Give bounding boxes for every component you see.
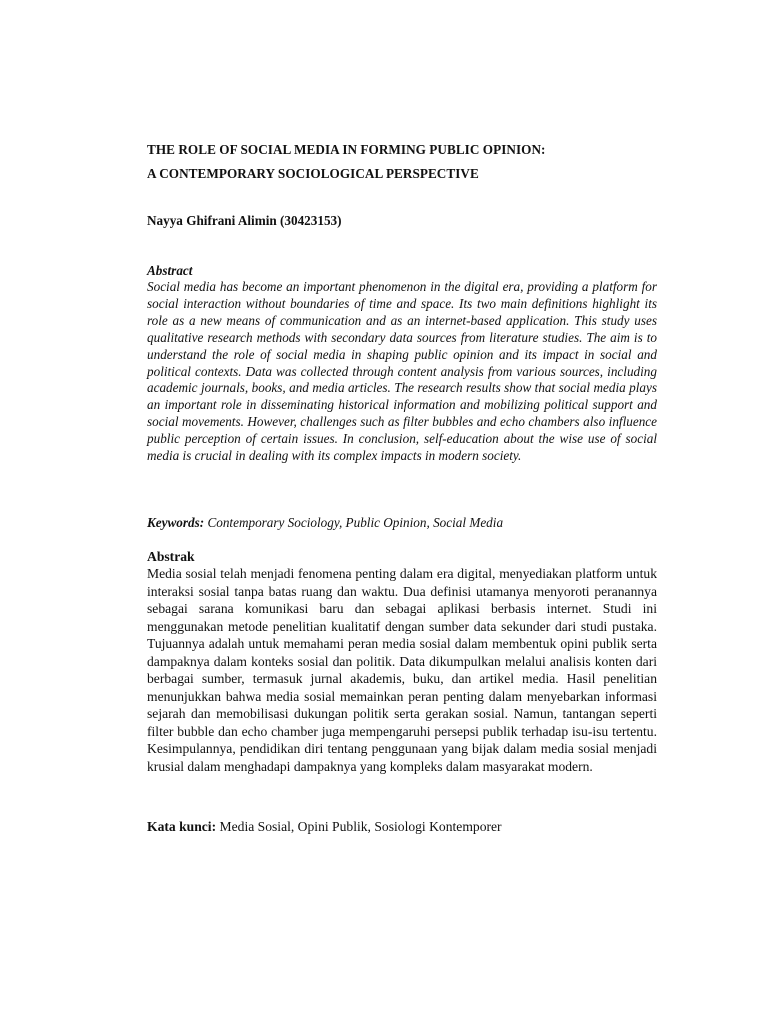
abstract-body: Social media has become an important phenomenon in the digital era, providing a platform for social interaction without boundaries of time and space. Its two main definitions highlight its role as a new means of communication and as an internet-based application. This study uses qualitative research methods with secondary data sources from literature studies. The aim is to understand the role of social media in shaping public opinion and its impact in social and political contexts. Data was collected through content analysis from various sources, including academic journals, books, and media articles. The research results show that social media plays an important role in disseminating historical information and mobilizing political support and social movements. However, challenges such as filter bubbles and echo chambers also influence public perception of certain issues. In conclusion, self-education about the wise use of social media is crucial in dealing with its complex impacts in modern society. [147,279,657,464]
abstrak-body: Media sosial telah menjadi fenomena penting dalam era digital, menyediakan platform untuk interaksi sosial tanpa batas ruang dan waktu. Dua definisi utamanya menyoroti peranannya sebagai sarana komunikasi baru dan sebagai aplikasi berbasis internet. Studi ini menggunakan metode penelitian kualitatif dengan sumber data sekunder dari studi pustaka. Tujuannya adalah untuk memahami peran media sosial dalam membentuk opini publik serta dampaknya dalam konteks sosial dan politik. Data dikumpulkan melalui analisis konten dari berbagai sumber, termasuk jurnal akademis, buku, dan artikel media. Hasil penelitian menunjukkan bahwa media sosial memainkan peran penting dalam menyebarkan informasi sejarah dan memobilisasi dukungan politik serta gerakan sosial. Namun, tantangan seperti filter bubble dan echo chamber juga mempengaruhi persepsi publik terhadap isu-isu tertentu. Kesimpulannya, pendidikan diri tentang penggunaan yang bijak dalam media sosial menjadi krusial dalam menghadapi dampaknya yang kompleks dalam masyarakat modern. [147,566,657,774]
paper-title [147,138,657,186]
keywords-text: Contemporary Sociology, Public Opinion, Social Media [204,515,504,530]
title-line-2: A CONTEMPORARY SOCIOLOGICAL PERSPECTIVE [147,166,479,181]
kata-kunci-line [147,818,502,836]
author-name: Nayya Ghifrani Alimin (30423153) [147,213,342,228]
abstrak-heading: Abstrak [147,549,195,564]
keywords-line [147,514,503,532]
kata-kunci-label: Kata kunci: [147,819,217,834]
keywords-label: Keywords: [147,515,205,530]
kata-kunci-text: Media Sosial, Opini Publik, Sosiologi Kontemporer [216,819,502,834]
abstract-heading: Abstract [147,263,193,278]
title-line-1: THE ROLE OF SOCIAL MEDIA IN FORMING PUBLIC OPINION: [147,142,546,157]
